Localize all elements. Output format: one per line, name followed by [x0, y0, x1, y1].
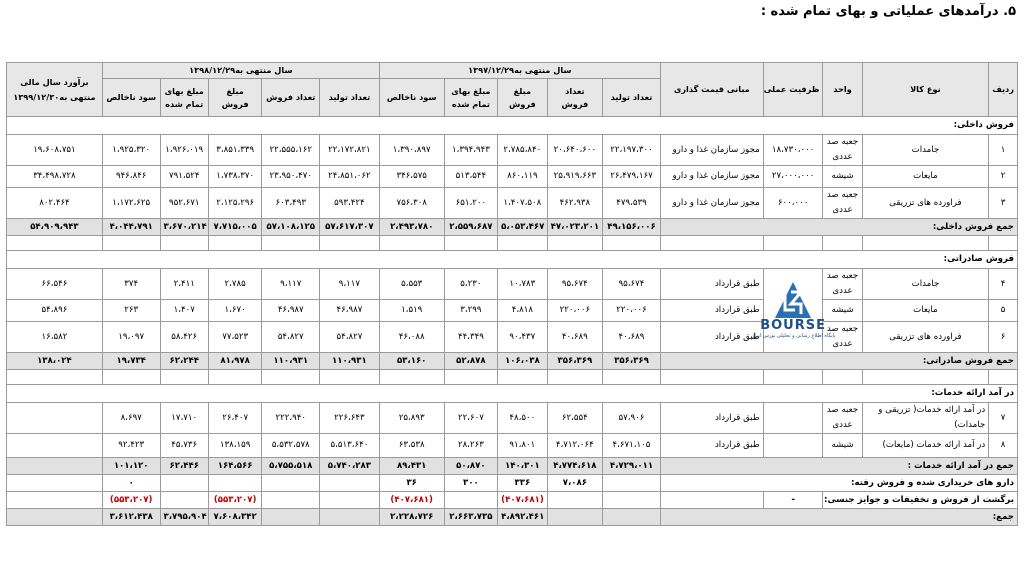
header-sales-amount: مبلغ فروش: [498, 79, 547, 117]
y97-value: ۶۳،۵۳۸: [379, 434, 444, 458]
y98-value: ۱۹،۰۹۷: [102, 322, 160, 353]
empty-cell: [7, 492, 103, 509]
product-name: در آمد ارائه خدمات( تزریقی و جامدات): [862, 403, 989, 434]
y98-value: ۱،۶۷۰: [208, 300, 262, 322]
empty-cell: [102, 236, 160, 251]
y97-value: ۴۶۲،۹۳۸: [547, 188, 603, 219]
y97-value: ۱،۵۱۹: [379, 300, 444, 322]
forecast-value: ۸۰۲،۴۶۴: [7, 188, 103, 219]
y97-value: ۵۲،۸۷۸: [444, 353, 498, 370]
y97-value: ۶۵۱،۲۰۰: [444, 188, 498, 219]
y98-value: ۳،۶۷۰،۲۱۴: [160, 219, 208, 236]
y97-value: ۴،۶۷۱،۱۰۵: [603, 434, 661, 458]
header-production: تعداد تولید: [320, 79, 380, 117]
empty-cell: [7, 403, 103, 434]
product-name: جامدات: [862, 269, 989, 300]
total-label: جمع در آمد ارائه خدمات :: [660, 458, 1017, 475]
y98-value: ۲۳،۹۵۰،۴۷۰: [262, 166, 320, 188]
y97-value: [603, 492, 661, 509]
pricing: مجوز سازمان غذا و دارو: [660, 166, 763, 188]
y97-value: ۱۰۶،۰۳۸: [498, 353, 547, 370]
y98-value: ۴۵،۷۳۶: [160, 434, 208, 458]
y98-value: ۵۸،۴۲۶: [160, 322, 208, 353]
product-name: مایعات: [862, 300, 989, 322]
y97-value: ۵۱۳،۵۴۴: [444, 166, 498, 188]
forecast-value: ۱۶،۵۸۲: [7, 322, 103, 353]
page-title: ۵. درآمدهای عملیاتی و بهای تمام شده :: [760, 4, 1016, 19]
header-row-number: ردیف: [989, 63, 1018, 117]
y98-value: [320, 475, 380, 492]
y97-value: [547, 492, 603, 509]
forecast-value: ۵۴،۹۰۹،۹۴۳: [7, 219, 103, 236]
bourse-logo: [750, 269, 836, 353]
y98-value: ۱،۴۰۷: [160, 300, 208, 322]
table-row: [7, 135, 1018, 166]
y97-value: ۲،۵۵۹،۶۸۷: [444, 219, 498, 236]
empty-cell: [498, 370, 547, 385]
row-number: ۱: [989, 135, 1018, 166]
row-number: ۸: [989, 434, 1018, 458]
empty-cell: [262, 370, 320, 385]
empty-cell: [444, 236, 498, 251]
returns-dash: -: [763, 492, 823, 509]
y98-value: ۲۲۲،۹۴۰: [262, 403, 320, 434]
y98-value: ۱،۱۷۲،۶۲۵: [102, 188, 160, 219]
y98-value: ۵۷،۱۰۸،۱۲۵: [262, 219, 320, 236]
empty-cell: [444, 370, 498, 385]
y97-value: ۴۶،۰۸۸: [379, 322, 444, 353]
empty-cell: [603, 236, 661, 251]
y97-value: ۲۰،۶۴۰،۶۰۰: [547, 135, 603, 166]
section-title: فروش صادراتی:: [7, 251, 1018, 269]
returns-label: برگشت از فروش و تخفیفات و جوایز جنسی:: [823, 492, 1018, 509]
pricing: مجوز سازمان غذا و دارو: [660, 135, 763, 166]
empty-cell: [320, 370, 380, 385]
y97-value: ۴،۸۹۲،۴۶۱: [498, 509, 547, 526]
y97-value: ۲۲،۶۰۷: [444, 403, 498, 434]
y97-value: ۹۱،۸۰۱: [498, 434, 547, 458]
empty-cell: [262, 236, 320, 251]
empty-cell: [823, 236, 862, 251]
pricing: طبق قرارداد: [660, 269, 763, 300]
table-row: [7, 188, 1018, 219]
y97-value: ۲۵،۹۱۹،۶۶۳: [547, 166, 603, 188]
capacity: ۶۰۰،۰۰۰: [763, 188, 823, 219]
y98-value: [262, 475, 320, 492]
forecast-value: ۶۶،۵۴۶: [7, 269, 103, 300]
section-title: در آمد ارائه خدمات:: [7, 385, 1018, 403]
empty-cell: [862, 370, 989, 385]
y98-value: ۲۴،۸۵۱،۰۶۲: [320, 166, 380, 188]
unit: شیشه: [823, 166, 862, 188]
table-row: [7, 166, 1018, 188]
total-row: [7, 353, 1018, 370]
empty-cell: [763, 403, 823, 434]
unit: جعبه صد عددی: [823, 135, 862, 166]
product-name: مایعات: [862, 166, 989, 188]
y97-value: ۲،۷۸۵،۸۴۰: [498, 135, 547, 166]
y97-value: ۲۲۰،۰۰۶: [603, 300, 661, 322]
y97-value: ۵،۰۵۳،۴۶۷: [498, 219, 547, 236]
bourse-logo-mark: [750, 280, 836, 342]
row-number: ۵: [989, 300, 1018, 322]
table-row: [7, 434, 1018, 458]
y98-value: (۵۵۳،۲۰۷): [208, 492, 262, 509]
empty-cell: [603, 370, 661, 385]
empty-cell: [823, 370, 862, 385]
y98-value: ۴،۰۴۴،۷۹۱: [102, 219, 160, 236]
section-header: [7, 117, 1018, 135]
y98-value: ۱،۹۲۵،۳۲۰: [102, 135, 160, 166]
y97-value: ۵۳،۱۶۰: [379, 353, 444, 370]
y98-value: ۱۳۸،۱۵۹: [208, 434, 262, 458]
row-number: ۳: [989, 188, 1018, 219]
empty-cell: [660, 236, 763, 251]
forecast-value: ۱۹،۶۰۸،۷۵۱: [7, 135, 103, 166]
unit: شیشه: [823, 434, 862, 458]
y98-value: ۱۶۴،۵۶۶: [208, 458, 262, 475]
row-number: ۷: [989, 403, 1018, 434]
y97-value: ۱،۳۹۰،۸۹۷: [379, 135, 444, 166]
y98-value: (۵۵۳،۲۰۷): [102, 492, 160, 509]
header-sales-count: تعداد فروش: [547, 79, 603, 117]
y97-value: [603, 509, 661, 526]
y98-value: ۲،۴۱۱: [160, 269, 208, 300]
y98-value: [262, 509, 320, 526]
y97-value: ۳۵۶،۳۶۹: [603, 353, 661, 370]
y98-value: ۷۹۱،۵۲۴: [160, 166, 208, 188]
section-title: فروش داخلی:: [7, 117, 1018, 135]
empty-cell: [862, 236, 989, 251]
y97-value: ۲،۴۹۳،۷۸۰: [379, 219, 444, 236]
y97-value: [547, 509, 603, 526]
drugs-row: [7, 475, 1018, 492]
unit: جعبه صد عددی: [823, 322, 862, 353]
y97-value: ۳،۲۹۹: [444, 300, 498, 322]
y98-value: ۲،۱۲۵،۲۹۶: [208, 188, 262, 219]
y97-value: ۴۷۹،۵۳۹: [603, 188, 661, 219]
y98-value: ۹،۱۱۷: [262, 269, 320, 300]
y97-value: ۲۶،۴۷۹،۱۶۷: [603, 166, 661, 188]
product-name: جامدات: [862, 135, 989, 166]
empty-cell: [763, 236, 823, 251]
empty-cell: [989, 236, 1018, 251]
row-number: ۴: [989, 269, 1018, 300]
pricing: طبق قرارداد: [660, 300, 763, 322]
empty-cell: [102, 370, 160, 385]
header-production: تعداد تولید: [603, 79, 661, 117]
y97-value: [603, 475, 661, 492]
total-row: [7, 458, 1018, 475]
total-row: [7, 219, 1018, 236]
y97-value: ۲،۶۶۳،۷۳۵: [444, 509, 498, 526]
y97-value: ۳۳۶: [498, 475, 547, 492]
y98-value: ۱۹،۷۳۴: [102, 353, 160, 370]
y98-value: [262, 492, 320, 509]
y97-value: ۳۰۰: [444, 475, 498, 492]
table-row: [7, 269, 1018, 300]
y98-value: ۴۶،۹۸۷: [262, 300, 320, 322]
header-sales-amount: مبلغ فروش: [208, 79, 262, 117]
y97-value: ۲۸،۲۶۳: [444, 434, 498, 458]
header-sales-count: تعداد فروش: [262, 79, 320, 117]
y98-value: ۳،۷۹۵،۹۰۴: [160, 509, 208, 526]
y97-value: ۴۸،۵۰۰: [498, 403, 547, 434]
empty-cell: [763, 370, 823, 385]
y97-value: ۴۴،۳۴۹: [444, 322, 498, 353]
y98-value: ۲۲۶،۶۴۳: [320, 403, 380, 434]
header-gross-profit: سود ناخالص: [102, 79, 160, 117]
y98-value: ۱۰۱،۱۲۰: [102, 458, 160, 475]
empty-cell: [763, 434, 823, 458]
y98-value: ۵۴،۸۲۷: [320, 322, 380, 353]
bourse-logo-subtitle: پایگاه اطلاع رسانی و تحلیلی بورس ایران: [750, 332, 836, 339]
y97-value: ۵۰،۸۷۰: [444, 458, 498, 475]
y98-value: ۸،۶۹۷: [102, 403, 160, 434]
y98-value: ۲۶،۴۰۷: [208, 403, 262, 434]
y97-value: (۴۰۷،۶۸۱): [379, 492, 444, 509]
header-product: نوع کالا: [862, 63, 989, 117]
y97-value: ۳۴۶،۵۷۵: [379, 166, 444, 188]
header-cost: مبلغ بهای تمام شده: [444, 79, 498, 117]
y97-value: ۱۴۰،۳۰۱: [498, 458, 547, 475]
empty-cell: [160, 370, 208, 385]
y97-value: ۶۲،۵۵۴: [547, 403, 603, 434]
product-name: فراورده های تزریقی: [862, 188, 989, 219]
capacity: ۲۷،۰۰۰،۰۰۰: [763, 166, 823, 188]
y98-value: ۲،۷۸۵: [208, 269, 262, 300]
unit: شیشه: [823, 300, 862, 322]
empty-cell: [989, 370, 1018, 385]
y97-value: [444, 492, 498, 509]
y98-value: ۹۴۶،۸۴۶: [102, 166, 160, 188]
empty-cell: [7, 475, 103, 492]
empty-cell: [379, 370, 444, 385]
unit: جعبه صد عددی: [823, 269, 862, 300]
y97-value: ۵،۵۵۳: [379, 269, 444, 300]
empty-cell: [7, 458, 103, 475]
y97-value: ۴۷،۰۲۳،۲۰۱: [547, 219, 603, 236]
y97-value: ۵،۲۳۰: [444, 269, 498, 300]
empty-cell: [660, 492, 763, 509]
empty-cell: [547, 236, 603, 251]
header-forecast: برآورد سال مالی منتهی به۱۳۹۹/۱۲/۳۰: [7, 63, 103, 117]
y97-value: ۴۰،۶۸۹: [547, 322, 603, 353]
y98-value: ۰: [102, 475, 160, 492]
y97-value: ۴۰،۶۸۹: [603, 322, 661, 353]
y97-value: ۵۷،۹۰۶: [603, 403, 661, 434]
y98-value: [320, 509, 380, 526]
y98-value: ۵۷،۶۱۷،۳۰۷: [320, 219, 380, 236]
y98-value: ۵۴،۸۲۷: [262, 322, 320, 353]
empty-cell: [7, 236, 103, 251]
section-header: [7, 251, 1018, 269]
forecast-value: ۵۴،۸۹۶: [7, 300, 103, 322]
bourse-logo-icon: [773, 280, 813, 320]
y98-value: ۳،۸۵۱،۳۳۹: [208, 135, 262, 166]
y98-value: ۱،۹۲۶،۰۱۹: [160, 135, 208, 166]
empty-cell: [208, 370, 262, 385]
empty-cell: [498, 236, 547, 251]
y98-value: [160, 492, 208, 509]
y98-value: ۱۷،۷۱۰: [160, 403, 208, 434]
total-label: جمع فروش صادراتی:: [660, 353, 1017, 370]
empty-cell: [7, 434, 103, 458]
y97-value: ۱۰،۷۸۳: [498, 269, 547, 300]
y98-value: ۹۵۲،۶۷۱: [160, 188, 208, 219]
total-label: جمع فروش داخلی:: [660, 219, 1017, 236]
y98-value: [320, 492, 380, 509]
empty-cell: [160, 236, 208, 251]
y98-value: ۸۱،۹۷۸: [208, 353, 262, 370]
row-number: ۶: [989, 322, 1018, 353]
pricing: مجوز سازمان غذا و دارو: [660, 188, 763, 219]
y98-value: ۱،۷۳۸،۳۷۰: [208, 166, 262, 188]
y98-value: ۵،۵۱۳،۶۴۰: [320, 434, 380, 458]
y98-value: ۵۹۳،۴۲۴: [320, 188, 380, 219]
y98-value: ۷۷،۵۲۳: [208, 322, 262, 353]
y98-value: [160, 475, 208, 492]
product-name: در آمد ارائه خدمات (مایعات): [862, 434, 989, 458]
empty-cell: [7, 370, 103, 385]
header-unit: واحد: [823, 63, 862, 117]
y97-value: ۴،۷۱۲،۰۶۴: [547, 434, 603, 458]
y97-value: ۷،۰۸۶: [547, 475, 603, 492]
bourse-logo-text: BOURSE: [760, 317, 826, 333]
y98-value: ۲۶۳: [102, 300, 160, 322]
y98-value: ۴۶،۹۸۷: [320, 300, 380, 322]
y98-value: ۶۲،۲۴۴: [160, 353, 208, 370]
unit: جعبه صد عددی: [823, 188, 862, 219]
returns-row: [7, 492, 1018, 509]
y98-value: ۳،۶۱۲،۴۳۸: [102, 509, 160, 526]
y98-value: ۱۱۰،۹۳۱: [320, 353, 380, 370]
y98-value: ۷،۶۰۸،۳۴۲: [208, 509, 262, 526]
y98-value: ۶۲،۴۴۶: [160, 458, 208, 475]
y98-value: ۱۱۰،۹۳۱: [262, 353, 320, 370]
forecast-value: ۳۴،۴۹۸،۷۲۸: [7, 166, 103, 188]
y97-value: ۱،۴۰۷،۵۰۸: [498, 188, 547, 219]
y97-value: ۲۲۰،۰۰۶: [547, 300, 603, 322]
table-row: [7, 322, 1018, 353]
y97-value: ۹۵،۶۷۴: [603, 269, 661, 300]
y98-value: ۷،۷۱۵،۰۰۵: [208, 219, 262, 236]
header-capacity: ظرفیت عملی: [763, 63, 823, 117]
table-row: [7, 300, 1018, 322]
empty-cell: [660, 370, 763, 385]
section-header: [7, 385, 1018, 403]
y97-value: ۴۹،۱۵۶،۰۰۶: [603, 219, 661, 236]
y97-value: ۷۵۶،۳۰۸: [379, 188, 444, 219]
y97-value: ۳۵۶،۳۶۹: [547, 353, 603, 370]
y97-value: ۳۶: [379, 475, 444, 492]
y98-value: ۵،۵۳۲،۵۷۸: [262, 434, 320, 458]
y97-value: ۸۹،۴۳۱: [379, 458, 444, 475]
table-row: [7, 403, 1018, 434]
y97-value: (۴۰۷،۶۸۱): [498, 492, 547, 509]
grand-total-row: [7, 509, 1018, 526]
empty-cell: [7, 509, 103, 526]
empty-cell: [208, 236, 262, 251]
header-cost: مبلغ بهای تمام شده: [160, 79, 208, 117]
y98-value: ۲۲،۵۵۵،۱۶۲: [262, 135, 320, 166]
y98-value: ۲۲،۱۷۲،۸۲۱: [320, 135, 380, 166]
header-period-1397: سال منتهی به۱۳۹۷/۱۲/۲۹: [379, 63, 660, 79]
y97-value: ۱،۳۹۴،۹۴۳: [444, 135, 498, 166]
pricing: طبق قرارداد: [660, 434, 763, 458]
y97-value: ۲،۲۲۸،۷۲۶: [379, 509, 444, 526]
empty-cell: [320, 236, 380, 251]
drugs-label: دارو های خریداری شده و فروش رفته:: [660, 475, 1017, 492]
row-number: ۲: [989, 166, 1018, 188]
y98-value: ۹،۱۱۷: [320, 269, 380, 300]
pricing: طبق قرارداد: [660, 322, 763, 353]
y98-value: [208, 475, 262, 492]
y97-value: ۴،۸۱۸: [498, 300, 547, 322]
pricing: طبق قرارداد: [660, 403, 763, 434]
y97-value: ۹۵،۶۷۴: [547, 269, 603, 300]
empty-cell: [379, 236, 444, 251]
header-period-1398: سال منتهی به۱۳۹۸/۱۲/۲۹: [102, 63, 379, 79]
y97-value: ۹۰،۴۳۷: [498, 322, 547, 353]
header-pricing: مبانی قیمت گذاری: [660, 63, 763, 117]
spacer-row: [7, 236, 1018, 251]
header-gross-profit: سود ناخالص: [379, 79, 444, 117]
y98-value: ۹۲،۴۲۳: [102, 434, 160, 458]
empty-cell: [547, 370, 603, 385]
y97-value: ۸۶۰،۱۱۹: [498, 166, 547, 188]
spacer-row: [7, 370, 1018, 385]
y98-value: ۳۷۴: [102, 269, 160, 300]
y98-value: ۵،۷۴۰،۲۸۳: [320, 458, 380, 475]
grand-total-label: جمع:: [660, 509, 1017, 526]
capacity: ۱۸،۷۳۰،۰۰۰: [763, 135, 823, 166]
y97-value: ۴،۷۷۴،۶۱۸: [547, 458, 603, 475]
y97-value: ۲۵،۸۹۳: [379, 403, 444, 434]
y97-value: ۲۲،۱۹۷،۳۰۰: [603, 135, 661, 166]
y97-value: ۴،۷۲۹،۰۱۱: [603, 458, 661, 475]
unit: جعبه صد عددی: [823, 403, 862, 434]
product-name: فراورده های تزریقی: [862, 322, 989, 353]
y98-value: ۵،۷۵۵،۵۱۸: [262, 458, 320, 475]
y98-value: ۶۰۳،۴۹۳: [262, 188, 320, 219]
operating-revenue-table: [6, 62, 1018, 526]
forecast-value: ۱۳۸،۰۲۴: [7, 353, 103, 370]
